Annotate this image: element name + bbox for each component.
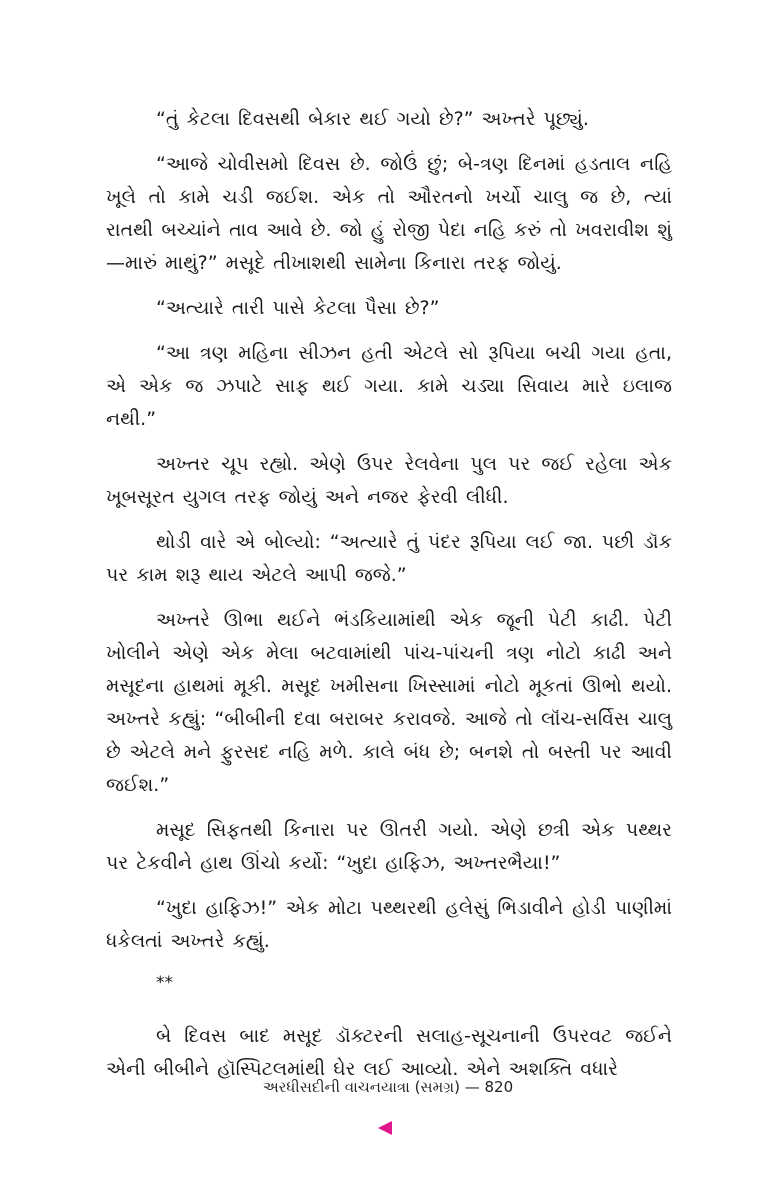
- page-footer: અરધીસદીની વાચનયાત્રા (સમગ્ર) — 820: [262, 1078, 514, 1096]
- paragraph-3: “અત્યારે તારી પાસે કેટલા પૈસા છે?”: [156, 297, 440, 319]
- paragraph-2: “આજે ચોવીસમો દિવસ છે. જોઉં છું; બે-ત્રણ દિનમાં હડતાલ નહિ ખૂલે તો કામે ચડી જઈશ. એક તો ઔરતનો ખર્ચો ચાલુ જ છે, ત્યાં રાતથી બચ્ચાંને તાવ આવે છે. જો હું રોજી પેદા નહિ કરું તો ખવરાવીશ શું—મારું માથું?” મસૂદે તીખાશથી સામેના કિનારા તરફ જોયું.: [106, 153, 672, 274]
- paragraph-6: થોડી વારે એ બોલ્યો: “અત્યારે તું પંદર રૂપિયા લઈ જા. પછી ડૉક પર કામ શરૂ થાય એટલે આપી જજે.”: [106, 531, 672, 586]
- paragraph-4: “આ ત્રણ મહિના સીઝન હતી એટલે સો રૂપિયા બચી ગયા હતા, એ એક જ ઝપાટે સાફ થઈ ગયા. કામે ચડ્યા સિવાય મારે ઇલાજ નથી.”: [106, 342, 672, 430]
- previous-page-arrow-icon[interactable]: [378, 1121, 392, 1135]
- paragraph-9: “ખુદા હાફિઝ!” એક મોટા પથ્થરથી હલેસું ભિડાવીને હોડી પાણીમાં ધકેલતાં અખ્તરે કહ્યું.: [106, 897, 672, 952]
- paragraph-8: મસૂદ સિફતથી કિનારા પર ઊતરી ગયો. એણે છત્રી એક પથ્થર પર ટેકવીને હાથ ઊંચો કર્યો: “ખુદા હાફિઝ, અખ્તરભૈયા!”: [106, 819, 672, 874]
- paragraph-7: અખ્તરે ઊભા થઈને ભંડકિયામાંથી એક જૂની પેટી કાઢી. પેટી ખોલીને એણે એક મેલા બટવામાંથી પાંચ-પાંચની ત્રણ નોટો કાઢી અને મસૂદના હાથમાં મૂકી. મસૂદ ખમીસના ખિસ્સામાં નોટો મૂકતાં ઊભો થયો. અખ્તરે કહ્યું: “બીબીની દવા બરાબર કરાવજે. આજે તો લૉંચ-સર્વિસ ચાલુ છે એટલે મને ફુરસદ નહિ મળે. કાલે બંધ છે; બનશે તો બસ્તી પર આવી જઈશ.”: [106, 609, 672, 796]
- paragraph-5: અખ્તર ચૂપ રહ્યો. એણે ઉપર રેલવેના પુલ પર જઈ રહેલા એક ખૂબસૂરત યુગલ તરફ જોયું અને નજર ફેરવી લીધી.: [106, 453, 672, 508]
- page-text-body: [106, 103, 672, 1098]
- paragraph-1: “તું કેટલા દિવસથી બેકાર થઈ ગયો છે?” અખ્તરે પૂછ્યું.: [156, 108, 589, 130]
- section-separator: **: [156, 973, 173, 993]
- closing-paragraph: બે દિવસ બાદ મસૂદ ડૉક્ટરની સલાહ-સૂચનાની ઉપરવટ જઈને એની બીબીને હૉસ્પિટલમાંથી ઘેર લઈ આવ્યો. એને અશક્તિ વધારે: [106, 1025, 672, 1080]
